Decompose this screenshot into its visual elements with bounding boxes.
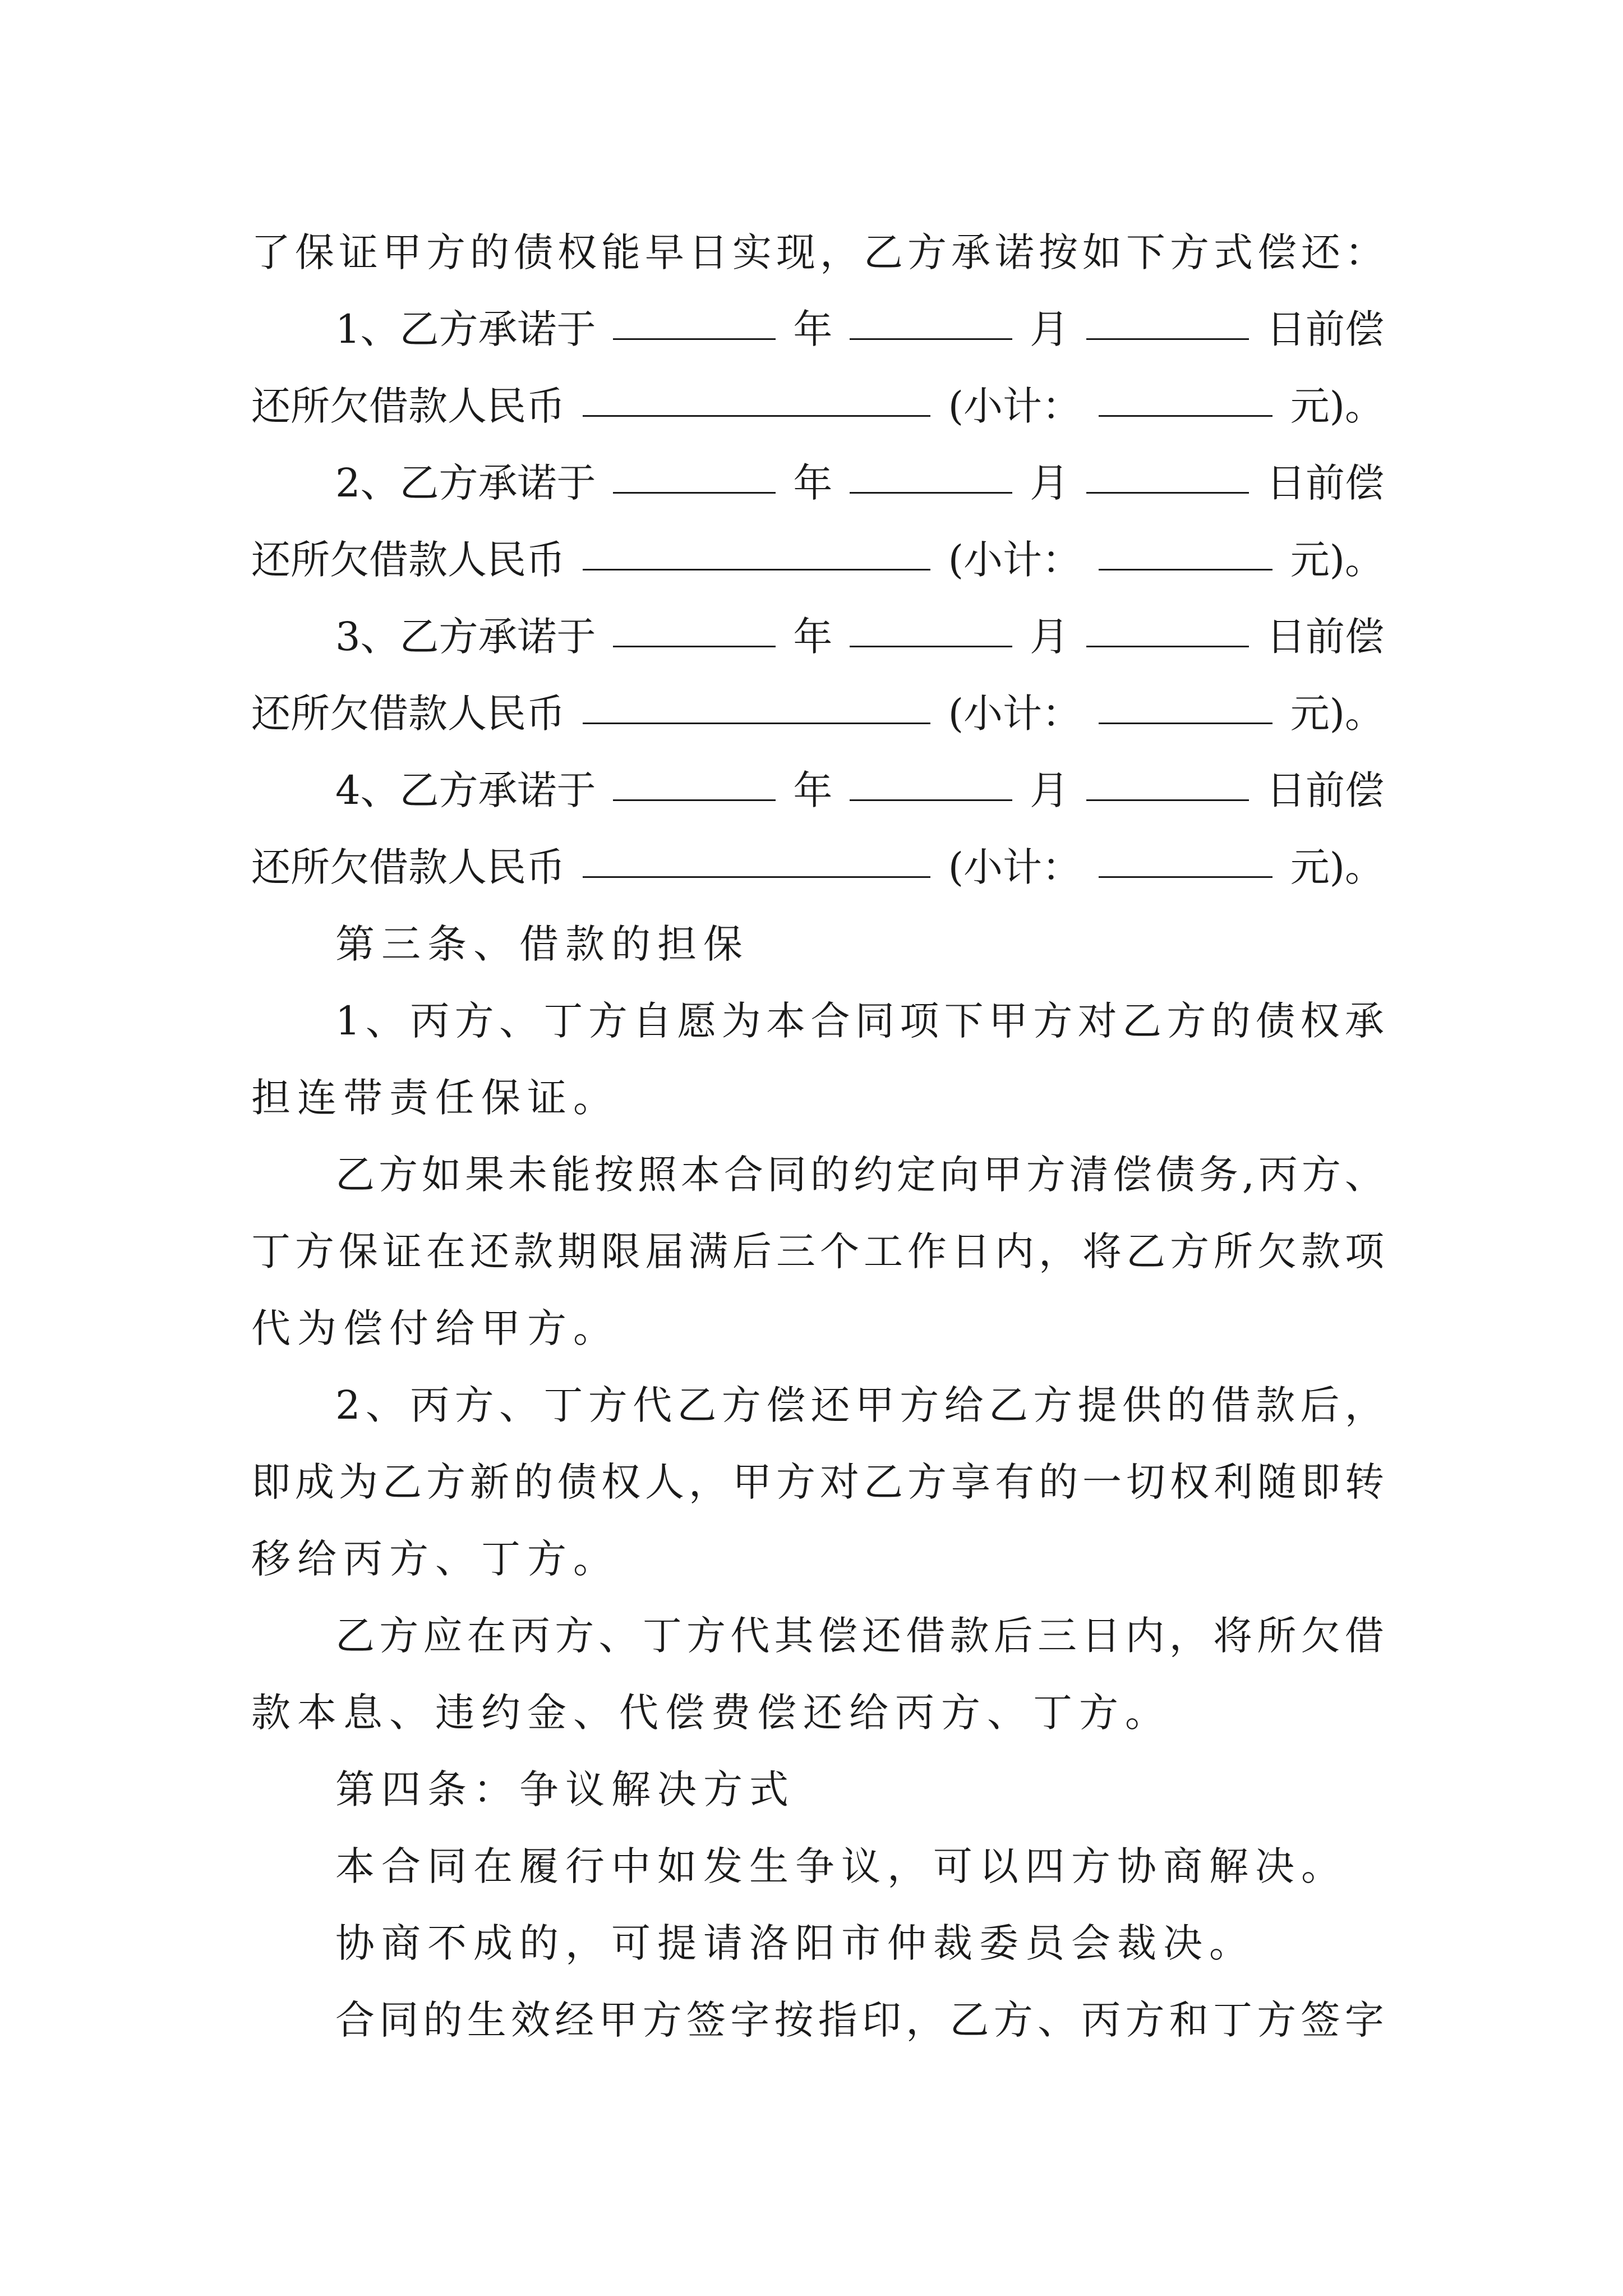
month-blank: [850, 291, 1012, 340]
month-label: 月: [1030, 460, 1069, 506]
paragraph-text: 代为偿付给甲方。: [251, 1305, 619, 1351]
day-blank: [1086, 599, 1249, 647]
repayment-amount-line: [251, 522, 1384, 599]
amount-label: 还所欠借款人民币: [251, 537, 565, 583]
day-blank: [1086, 752, 1249, 801]
paragraph-line: 丁 方 保 证 在 还 款 期 限 届 满 后 三 个 工 作 日 内 ， 将 乙 方 所 欠 款 项: [251, 1228, 1384, 1274]
subtotal-blank: [1099, 522, 1272, 570]
paragraph-line: [251, 1674, 1384, 1751]
subtotal-label: (小计：: [948, 537, 1081, 583]
repayment-amount-line: [251, 829, 1384, 906]
subtotal-blank: [1099, 829, 1272, 878]
currency-label: 元)。: [1290, 691, 1384, 737]
subtotal-blank: [1099, 675, 1272, 724]
currency-label: 元)。: [1290, 844, 1384, 890]
year-blank: [613, 445, 776, 494]
amount-blank: [583, 675, 930, 724]
repayment-date-line: [251, 752, 1384, 829]
paragraph-text: 款本息、违约金、代偿费偿还给丙方、丁方。: [251, 1690, 1171, 1736]
paragraph-line: [251, 1521, 1384, 1598]
paragraph-line: 合 同 的 生 效 经 甲 方 签 字 按 指 印 ， 乙 方 、 丙 方 和 丁 方 签 字: [335, 1997, 1384, 2043]
amount-label: 还所欠借款人民币: [251, 691, 565, 737]
paragraph-line: [251, 1060, 1384, 1137]
month-label: 月: [1030, 767, 1069, 813]
paragraph-text: 第三条、借款的担保: [335, 921, 749, 967]
month-blank: [850, 599, 1012, 647]
year-label: 年: [793, 767, 833, 813]
paragraph-text: 第四条：争议解决方式: [335, 1766, 795, 1812]
paragraph-line: 即 成 为 乙 方 新 的 债 权 人 ， 甲 方 对 乙 方 享 有 的 一 切 权 利 随 即 转: [251, 1459, 1384, 1505]
year-blank: [613, 752, 776, 801]
day-label: 日前偿: [1266, 306, 1384, 352]
repayment-date-line: [251, 291, 1384, 368]
subtotal-label: (小计：: [948, 383, 1081, 429]
subtotal-label: (小计：: [948, 691, 1081, 737]
paragraph-text: 移给丙方、丁方。: [251, 1536, 619, 1582]
year-label: 年: [793, 306, 833, 352]
repayment-date-line: [251, 445, 1384, 522]
currency-label: 元)。: [1290, 537, 1384, 583]
paragraph-line: 1 、 丙 方 、 丁 方 自 愿 为 本 合 同 项 下 甲 方 对 乙 方 的 债 权 承: [335, 998, 1384, 1044]
amount-blank: [583, 368, 930, 417]
day-label: 日前偿: [1266, 767, 1384, 813]
year-blank: [613, 599, 776, 647]
paragraph-text: 本合同在履行中如发生争议，可以四方协商解决。: [335, 1843, 1347, 1889]
repayment-clause-label: 3、乙方承诺于: [335, 614, 596, 660]
paragraph-text: 担连带责任保证。: [251, 1075, 619, 1121]
currency-label: 元)。: [1290, 383, 1384, 429]
amount-label: 还所欠借款人民币: [251, 844, 565, 890]
document-body: [251, 214, 1384, 2059]
repayment-amount-line: [251, 368, 1384, 445]
amount-blank: [583, 829, 930, 878]
year-label: 年: [793, 614, 833, 660]
paragraph-line: [251, 1290, 1384, 1367]
paragraph-line: [251, 1905, 1384, 1982]
year-label: 年: [793, 460, 833, 506]
day-label: 日前偿: [1266, 460, 1384, 506]
month-blank: [850, 752, 1012, 801]
paragraph-line: [251, 1751, 1384, 1828]
paragraph-line: 乙 方 如 果 未 能 按 照 本 合 同 的 约 定 向 甲 方 清 偿 债 务 , 丙 方 、: [335, 1152, 1384, 1198]
paragraph-line: [251, 906, 1384, 983]
paragraph-line: 乙 方 应 在 丙 方 、 丁 方 代 其 偿 还 借 款 后 三 日 内 ， 将 所 欠 借: [335, 1613, 1384, 1659]
paragraph-text: 协商不成的，可提请洛阳市仲裁委员会裁决。: [335, 1920, 1255, 1966]
paragraph-line: [251, 1828, 1384, 1905]
repayment-amount-line: [251, 675, 1384, 752]
month-blank: [850, 445, 1012, 494]
repayment-clause-label: 1、乙方承诺于: [335, 306, 596, 352]
month-label: 月: [1030, 614, 1069, 660]
paragraph-line: 了 保 证 甲 方 的 债 权 能 早 日 实 现 ， 乙 方 承 诺 按 如 下 方 式 偿 还 ：: [251, 229, 1384, 275]
month-label: 月: [1030, 306, 1069, 352]
day-blank: [1086, 291, 1249, 340]
amount-label: 还所欠借款人民币: [251, 383, 565, 429]
day-label: 日前偿: [1266, 614, 1384, 660]
repayment-clause-label: 4、乙方承诺于: [335, 767, 596, 813]
subtotal-blank: [1099, 368, 1272, 417]
paragraph-line: 2 、 丙 方 、 丁 方 代 乙 方 偿 还 甲 方 给 乙 方 提 供 的 借 款 后 ，: [335, 1382, 1384, 1428]
amount-blank: [583, 522, 930, 570]
repayment-date-line: [251, 599, 1384, 675]
repayment-clause-label: 2、乙方承诺于: [335, 460, 596, 506]
year-blank: [613, 291, 776, 340]
day-blank: [1086, 445, 1249, 494]
subtotal-label: (小计：: [948, 844, 1081, 890]
